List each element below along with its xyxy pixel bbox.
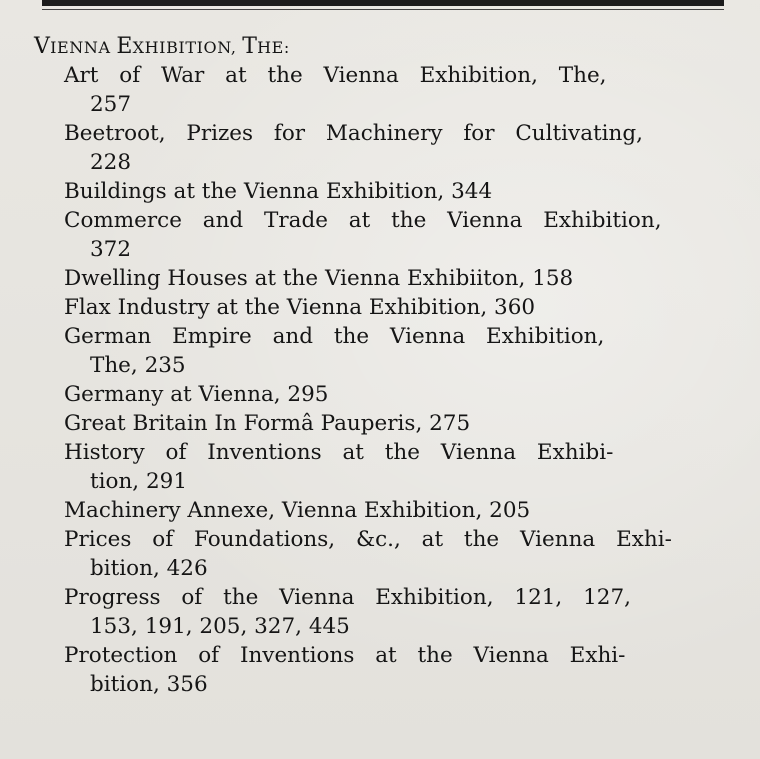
entry-line-continuation: 228 — [90, 150, 132, 175]
index-entry — [64, 641, 724, 699]
heading-word-the: HE: — [257, 38, 290, 57]
entry-line-continuation: 153, 191, 205, 327, 445 — [90, 614, 350, 639]
entry-line: Germany at Vienna, 295 — [64, 382, 329, 407]
index-entry — [64, 496, 724, 525]
entry-line: History of Inventions at the Vienna Exhibi- — [64, 440, 614, 465]
entry-line-continuation: 372 — [90, 237, 132, 262]
heading-word-exhibition: XHIBITION, — [132, 38, 243, 57]
index-entries — [34, 61, 724, 699]
entry-line: Flax Industry at the Vienna Exhibition, 360 — [64, 295, 536, 320]
entry-line: Progress of the Vienna Exhibition, 121, 127, — [64, 585, 631, 610]
index-column — [34, 32, 724, 699]
entry-line: Art of War at the Vienna Exhibition, The, — [64, 63, 607, 88]
entry-line-continuation: tion, 291 — [90, 469, 188, 494]
index-entry — [64, 438, 724, 496]
entry-line: Great Britain In Formâ Pauperis, 275 — [64, 411, 471, 436]
entry-line: German Empire and the Vienna Exhibition, — [64, 324, 605, 349]
entry-line: Beetroot, Prizes for Machinery for Cultivating, — [64, 121, 643, 146]
index-entry — [64, 119, 724, 177]
index-entry — [64, 264, 724, 293]
heading-initial-t: T — [242, 34, 258, 59]
entry-line-continuation: bition, 426 — [90, 556, 208, 581]
index-entry — [64, 61, 724, 119]
index-entry — [64, 380, 724, 409]
index-entry — [64, 177, 724, 206]
heading-word-vienna: IENNA — [50, 38, 117, 57]
index-entry — [64, 206, 724, 264]
index-entry — [64, 293, 724, 322]
index-heading — [34, 32, 724, 61]
index-entry — [64, 409, 724, 438]
index-entry — [64, 525, 724, 583]
heading-initial-e: E — [116, 34, 133, 59]
top-rule-thin — [42, 9, 724, 10]
entry-line: Protection of Inventions at the Vienna Exhi- — [64, 643, 626, 668]
heading-initial-v: V — [34, 34, 51, 59]
entry-line: Dwelling Houses at the Vienna Exhibiiton, 158 — [64, 266, 574, 291]
top-rule — [42, 0, 724, 6]
entry-line: Buildings at the Vienna Exhibition, 344 — [64, 179, 493, 204]
entry-line-continuation: 257 — [90, 92, 132, 117]
index-entry — [64, 583, 724, 641]
entry-line: Commerce and Trade at the Vienna Exhibition, — [64, 208, 662, 233]
index-entry — [64, 322, 724, 380]
entry-line: Machinery Annexe, Vienna Exhibition, 205 — [64, 498, 531, 523]
entry-line-continuation: The, 235 — [90, 353, 186, 378]
entry-line: Prices of Foundations, &c., at the Vienna Exhi- — [64, 527, 672, 552]
entry-line-continuation: bition, 356 — [90, 672, 208, 697]
